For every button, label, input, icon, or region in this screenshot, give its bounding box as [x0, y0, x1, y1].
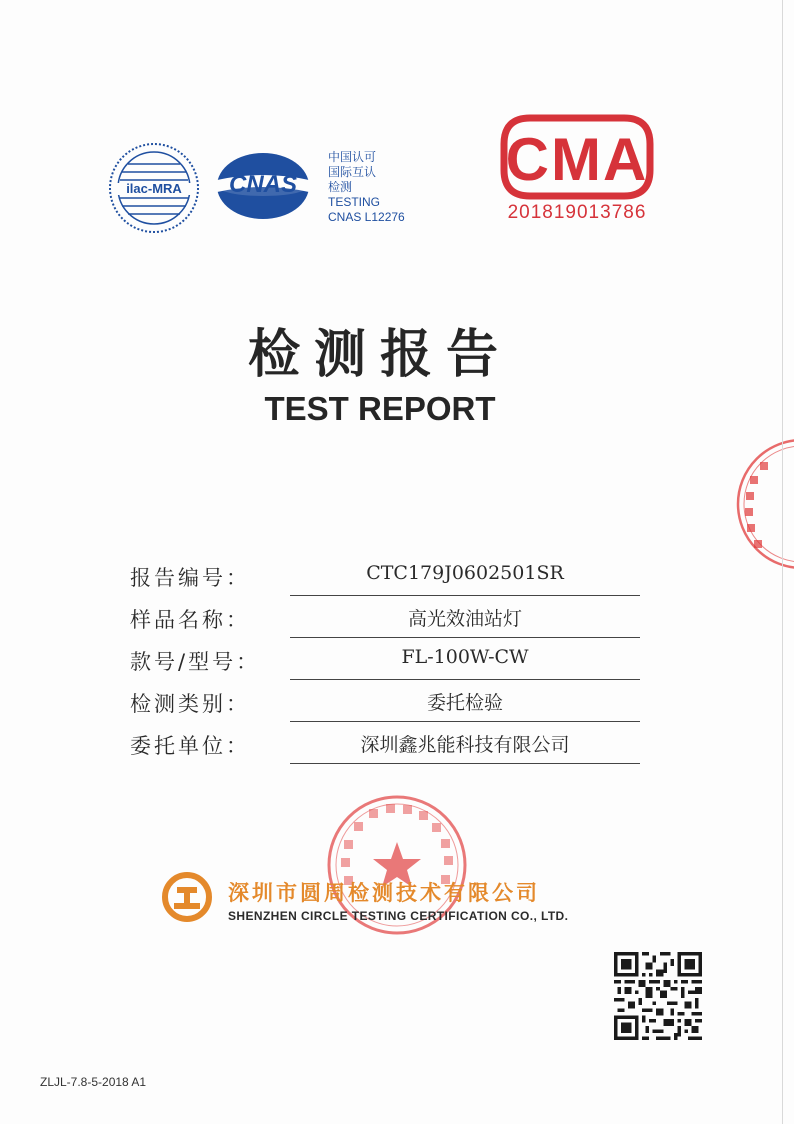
field-model [130, 642, 650, 684]
cnas-line: TESTING [328, 195, 381, 209]
cnas-logo [213, 150, 313, 222]
cnas-accreditation-text [328, 150, 405, 225]
field-sample-name [130, 600, 650, 642]
field-value: 委托检验 [426, 692, 503, 714]
field-underline [290, 763, 640, 764]
field-report-number [130, 558, 650, 600]
field-underline [290, 679, 640, 680]
company-name-en: SHENZHEN CIRCLE TESTING CERTIFICATION CO., LTD. [228, 909, 569, 923]
field-test-category [130, 684, 650, 726]
svg-text:CNAS: CNAS [228, 171, 298, 198]
cnas-line: 检测 [328, 180, 353, 194]
field-value: 高光效油站灯 [407, 608, 522, 630]
field-label: 款号/型号： [130, 650, 261, 674]
field-underline [290, 637, 640, 638]
field-value: FL-100W-CW [401, 646, 529, 668]
cnas-line: 国际互认 [328, 165, 377, 179]
cnas-line: 中国认可 [328, 150, 377, 164]
field-label: 检测类别： [130, 692, 250, 716]
ilac-mra-logo [108, 142, 200, 234]
cma-mark-text: CMA [505, 126, 649, 193]
field-value: CTC179J0602501SR [366, 562, 564, 584]
side-seal-stamp [734, 436, 794, 572]
field-client [130, 726, 650, 768]
page-edge-divider [782, 0, 783, 1124]
field-label: 报告编号： [130, 566, 250, 590]
company-logo-icon [160, 872, 214, 922]
document-code: ZLJL-7.8-5-2018 A1 [40, 1075, 147, 1089]
field-underline [290, 721, 640, 722]
field-label: 委托单位： [130, 734, 250, 758]
qr-code [614, 952, 702, 1040]
report-title-cn: 检测报告 [247, 325, 512, 385]
field-label: 样品名称： [130, 608, 250, 632]
report-title-en: TEST REPORT [264, 390, 496, 427]
cma-number: 201819013786 [507, 202, 647, 223]
field-underline [290, 595, 640, 596]
company-name-cn: 深圳市圆周检测技术有限公司 [228, 881, 540, 905]
field-value: 深圳鑫兆能科技有限公司 [360, 734, 570, 756]
svg-text:ilac-MRA: ilac-MRA [126, 181, 182, 196]
cnas-line: CNAS L12276 [328, 210, 405, 224]
cma-logo [500, 114, 654, 200]
